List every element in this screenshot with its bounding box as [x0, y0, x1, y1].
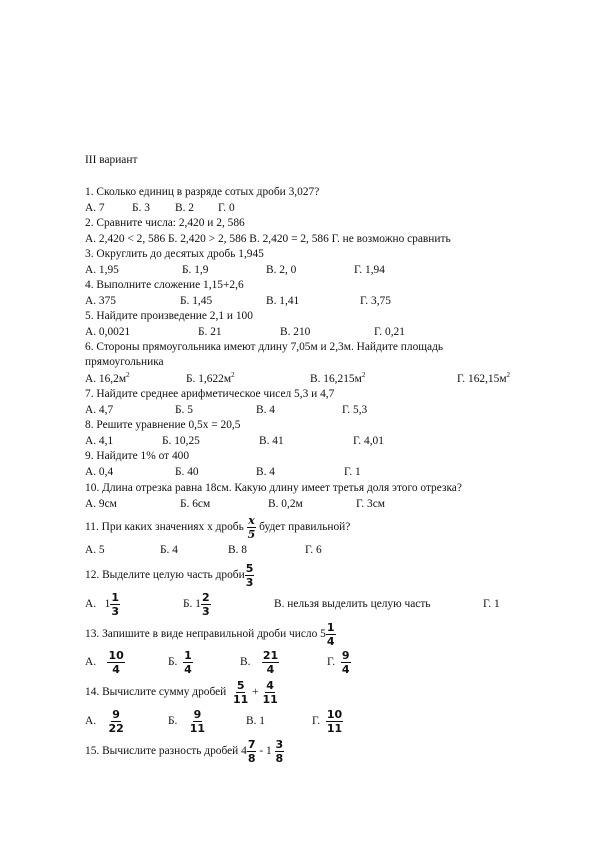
question-2: 2. Сравните числа: 2,420 и 2, 586	[85, 217, 245, 229]
question-11: 11. При каких значениях х дробь х 5 будет правильной?	[85, 514, 351, 541]
q9-option-d: Г. 1	[344, 466, 361, 478]
q8-option-a: А. 4,1	[85, 435, 114, 447]
fraction: $\frac{9}{22}$	[108, 707, 124, 735]
fraction: $\frac{10}{11}$	[326, 707, 343, 735]
q13-option-c: В. $\frac{21}{4}$	[240, 648, 279, 676]
q12-option-b: Б. 1 $\frac{2}{3}$	[183, 590, 210, 618]
question-5: 5. Найдите произведение 2,1 и 100	[85, 310, 253, 322]
q6-option-c: В. $16,215м^2$	[310, 371, 366, 385]
q6-option-b: Б. $1,622м^2$	[186, 371, 235, 385]
q13-option-d: Г. $\frac{9}{4}$	[327, 648, 350, 676]
q4-option-c: В. 1,41	[266, 295, 300, 307]
q5-option-b: Б. 21	[198, 326, 222, 338]
q11-option-c: В. 8	[228, 544, 247, 556]
question-6: 6. Стороны прямоугольника имеют длину 7,05м и 2,3м. Найдите площадь	[85, 341, 444, 353]
q13-option-b: Б. $\frac{1}{4}$	[168, 648, 192, 676]
q14-option-a: А. $\frac{9}{22}$	[85, 707, 124, 735]
fraction: $\frac{1}{3}$	[111, 590, 119, 618]
q1-option-c: В. 2	[175, 202, 194, 214]
q10-option-d: Г. 3см	[356, 498, 385, 510]
fraction: $\frac{7}{8}$	[247, 737, 256, 765]
q3-option-d: Г. 1,94	[354, 264, 385, 276]
q9-option-c: В. 4	[256, 466, 275, 478]
fraction: $\frac{4}{11}$	[262, 678, 278, 706]
q12-option-a: А. 1 $\frac{1}{3}$	[85, 590, 119, 618]
q1-option-d: Г. 0	[218, 202, 235, 214]
fraction: $\frac{10}{4}$	[108, 648, 124, 676]
q10-option-b: Б. 6см	[180, 498, 211, 510]
q4-option-a: А. 375	[85, 295, 117, 307]
q14-option-b: Б. $\frac{9}{11}$	[168, 707, 206, 735]
q7-option-b: Б. 5	[175, 404, 193, 416]
q12-option-d: Г. 1	[483, 598, 500, 610]
q1-option-b: Б. 3	[132, 202, 150, 214]
q11-option-a: А. 5	[85, 544, 105, 556]
question-6-cont: прямоугольника	[85, 356, 164, 368]
q7-option-c: В. 4	[256, 404, 275, 416]
question-7: 7. Найдите среднее арифметическое чисел 5,3 и 4,7	[85, 388, 335, 400]
q5-option-c: В. 210	[280, 326, 311, 338]
fraction: $\frac{1}{4}$	[326, 620, 335, 648]
q2-options: А. 2,420 < 2, 586 Б. 2,420 > 2, 586 В. 2,420 = 2, 586 Г. не возможно сравнить	[85, 233, 451, 245]
q9-option-b: Б. 40	[175, 466, 199, 478]
q6-option-d: Г. $162,15м^2$	[457, 371, 511, 385]
fraction: $\frac{5}{3}$	[245, 561, 254, 589]
question-4: 4. Выполните сложение 1,15+2,6	[85, 279, 244, 291]
question-1: 1. Сколько единиц в разряде сотых дроби 3,027?	[85, 186, 320, 198]
q9-option-a: А. 0,4	[85, 466, 114, 478]
q7-option-a: А. 4,7	[85, 404, 114, 416]
q11-option-d: Г. 6	[305, 544, 322, 556]
q12-option-c: В. нельзя выделить целую часть	[274, 598, 431, 610]
variant-title: III вариант	[85, 154, 138, 166]
question-15: 15. Вычислите разность дробей 4 $\frac{7}{8}$ - 1 $\frac{3}{8}$	[85, 737, 284, 765]
question-13: 13. Запишите в виде неправильной дроби число 5 $\frac{1}{4}$	[85, 620, 335, 648]
q8-option-b: Б. 10,25	[162, 435, 200, 447]
fraction: $\frac{9}{11}$	[189, 707, 206, 735]
q8-option-c: В. 41	[259, 435, 284, 447]
q5-option-d: Г. 0,21	[374, 326, 405, 338]
q4-option-d: Г. 3,75	[360, 295, 391, 307]
q4-option-b: Б. 1,45	[180, 295, 213, 307]
fraction: $\frac{9}{4}$	[341, 648, 350, 676]
question-14: 14. Вычислите сумму дробей $\frac{5}{11}$ + $\frac{4}{11}$	[85, 678, 278, 706]
q1-option-a: А. 7	[85, 202, 105, 214]
q10-option-c: В. 0,2м	[268, 498, 303, 510]
q5-option-a: А. 0,0021	[85, 326, 131, 338]
question-10: 10. Длина отрезка равна 18см. Какую длину имеет третья доля этого отрезка?	[85, 482, 462, 494]
fraction: $\frac{21}{4}$	[262, 648, 279, 676]
q13-option-a: А. $\frac{10}{4}$	[85, 648, 124, 676]
fraction: $\frac{3}{8}$	[275, 737, 284, 765]
question-9: 9. Найдите 1% от 400	[85, 450, 190, 462]
q8-option-d: Г. 4,01	[353, 435, 384, 447]
question-8: 8. Решите уравнение 0,5х = 20,5	[85, 419, 241, 431]
q7-option-d: Г. 5,3	[342, 404, 368, 416]
q14-option-d: Г. $\frac{10}{11}$	[312, 707, 343, 735]
question-3: 3. Округлить до десятых дробь 1,945	[85, 248, 264, 260]
q3-option-a: А. 1,95	[85, 264, 119, 276]
fraction: $\frac{2}{3}$	[201, 590, 210, 618]
fraction: $\frac{5}{11}$	[232, 678, 249, 706]
q11-option-b: Б. 4	[160, 544, 178, 556]
fraction: х 5	[247, 514, 256, 541]
q10-option-a: А. 9см	[85, 498, 117, 510]
q3-option-c: В. 2, 0	[266, 264, 297, 276]
q6-option-a: А. $16,2м^2$	[85, 371, 130, 385]
q3-option-b: Б. 1,9	[182, 264, 209, 276]
question-12: 12. Выделите целую часть дроби $\frac{5}{3}$	[85, 561, 254, 589]
fraction: $\frac{1}{4}$	[184, 648, 192, 676]
q14-option-c: В. 1	[246, 715, 265, 727]
